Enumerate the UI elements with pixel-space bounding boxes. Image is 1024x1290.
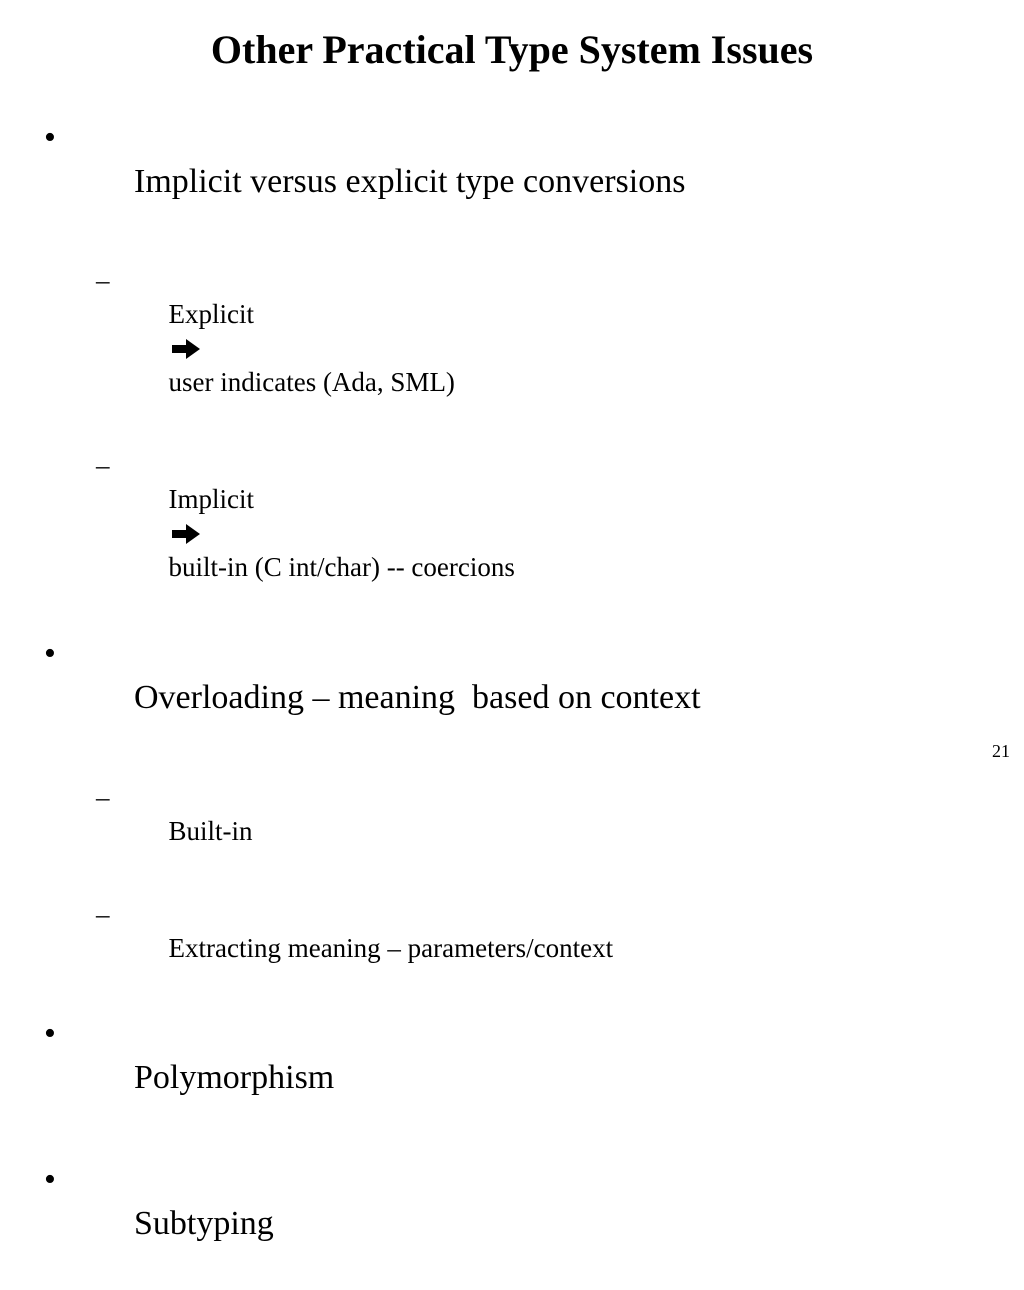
subitem-text: Built-in <box>168 816 253 846</box>
subitem-explicit <box>44 263 1004 433</box>
subitem-text: Extracting meaning – parameters/context <box>168 933 614 963</box>
subitem-text-before: Explicit <box>168 299 254 329</box>
subitem-implicit <box>44 448 1004 618</box>
dash-marker: – <box>96 265 110 295</box>
bullet-list <box>44 110 1004 1290</box>
slide-title: Other Practical Type System Issues <box>210 27 814 72</box>
bullet-marker: • <box>44 119 56 156</box>
subitem-text-after: built-in (C int/char) -- coercions <box>168 552 515 582</box>
bullet-marker: • <box>44 1161 56 1198</box>
subitem-text-before: Implicit <box>168 484 254 514</box>
dash-marker: – <box>96 899 110 929</box>
bullet-text: Implicit versus explicit type conversions <box>134 163 686 200</box>
page-number: 21 <box>992 741 1010 761</box>
dash-marker: – <box>96 450 110 480</box>
bullet-text: Polymorphism <box>134 1059 335 1096</box>
bullet-item-type-conversions <box>44 116 1004 248</box>
bullet-text: Subtyping <box>134 1205 274 1242</box>
bullet-item-overloading <box>44 632 1004 764</box>
right-arrow-icon <box>171 338 201 360</box>
subitem-text-after: user indicates (Ada, SML) <box>168 367 455 397</box>
bullet-marker: • <box>44 635 56 672</box>
bullet-item-subtyping <box>44 1158 1004 1290</box>
bullet-item-polymorphism <box>44 1012 1004 1144</box>
dash-marker: – <box>96 782 110 812</box>
right-arrow-icon <box>171 523 201 545</box>
bullet-marker: • <box>44 1015 56 1052</box>
subitem-extracting-meaning <box>44 897 1004 999</box>
subitem-built-in <box>44 780 1004 882</box>
bullet-text: Overloading – meaning based on context <box>134 679 701 716</box>
